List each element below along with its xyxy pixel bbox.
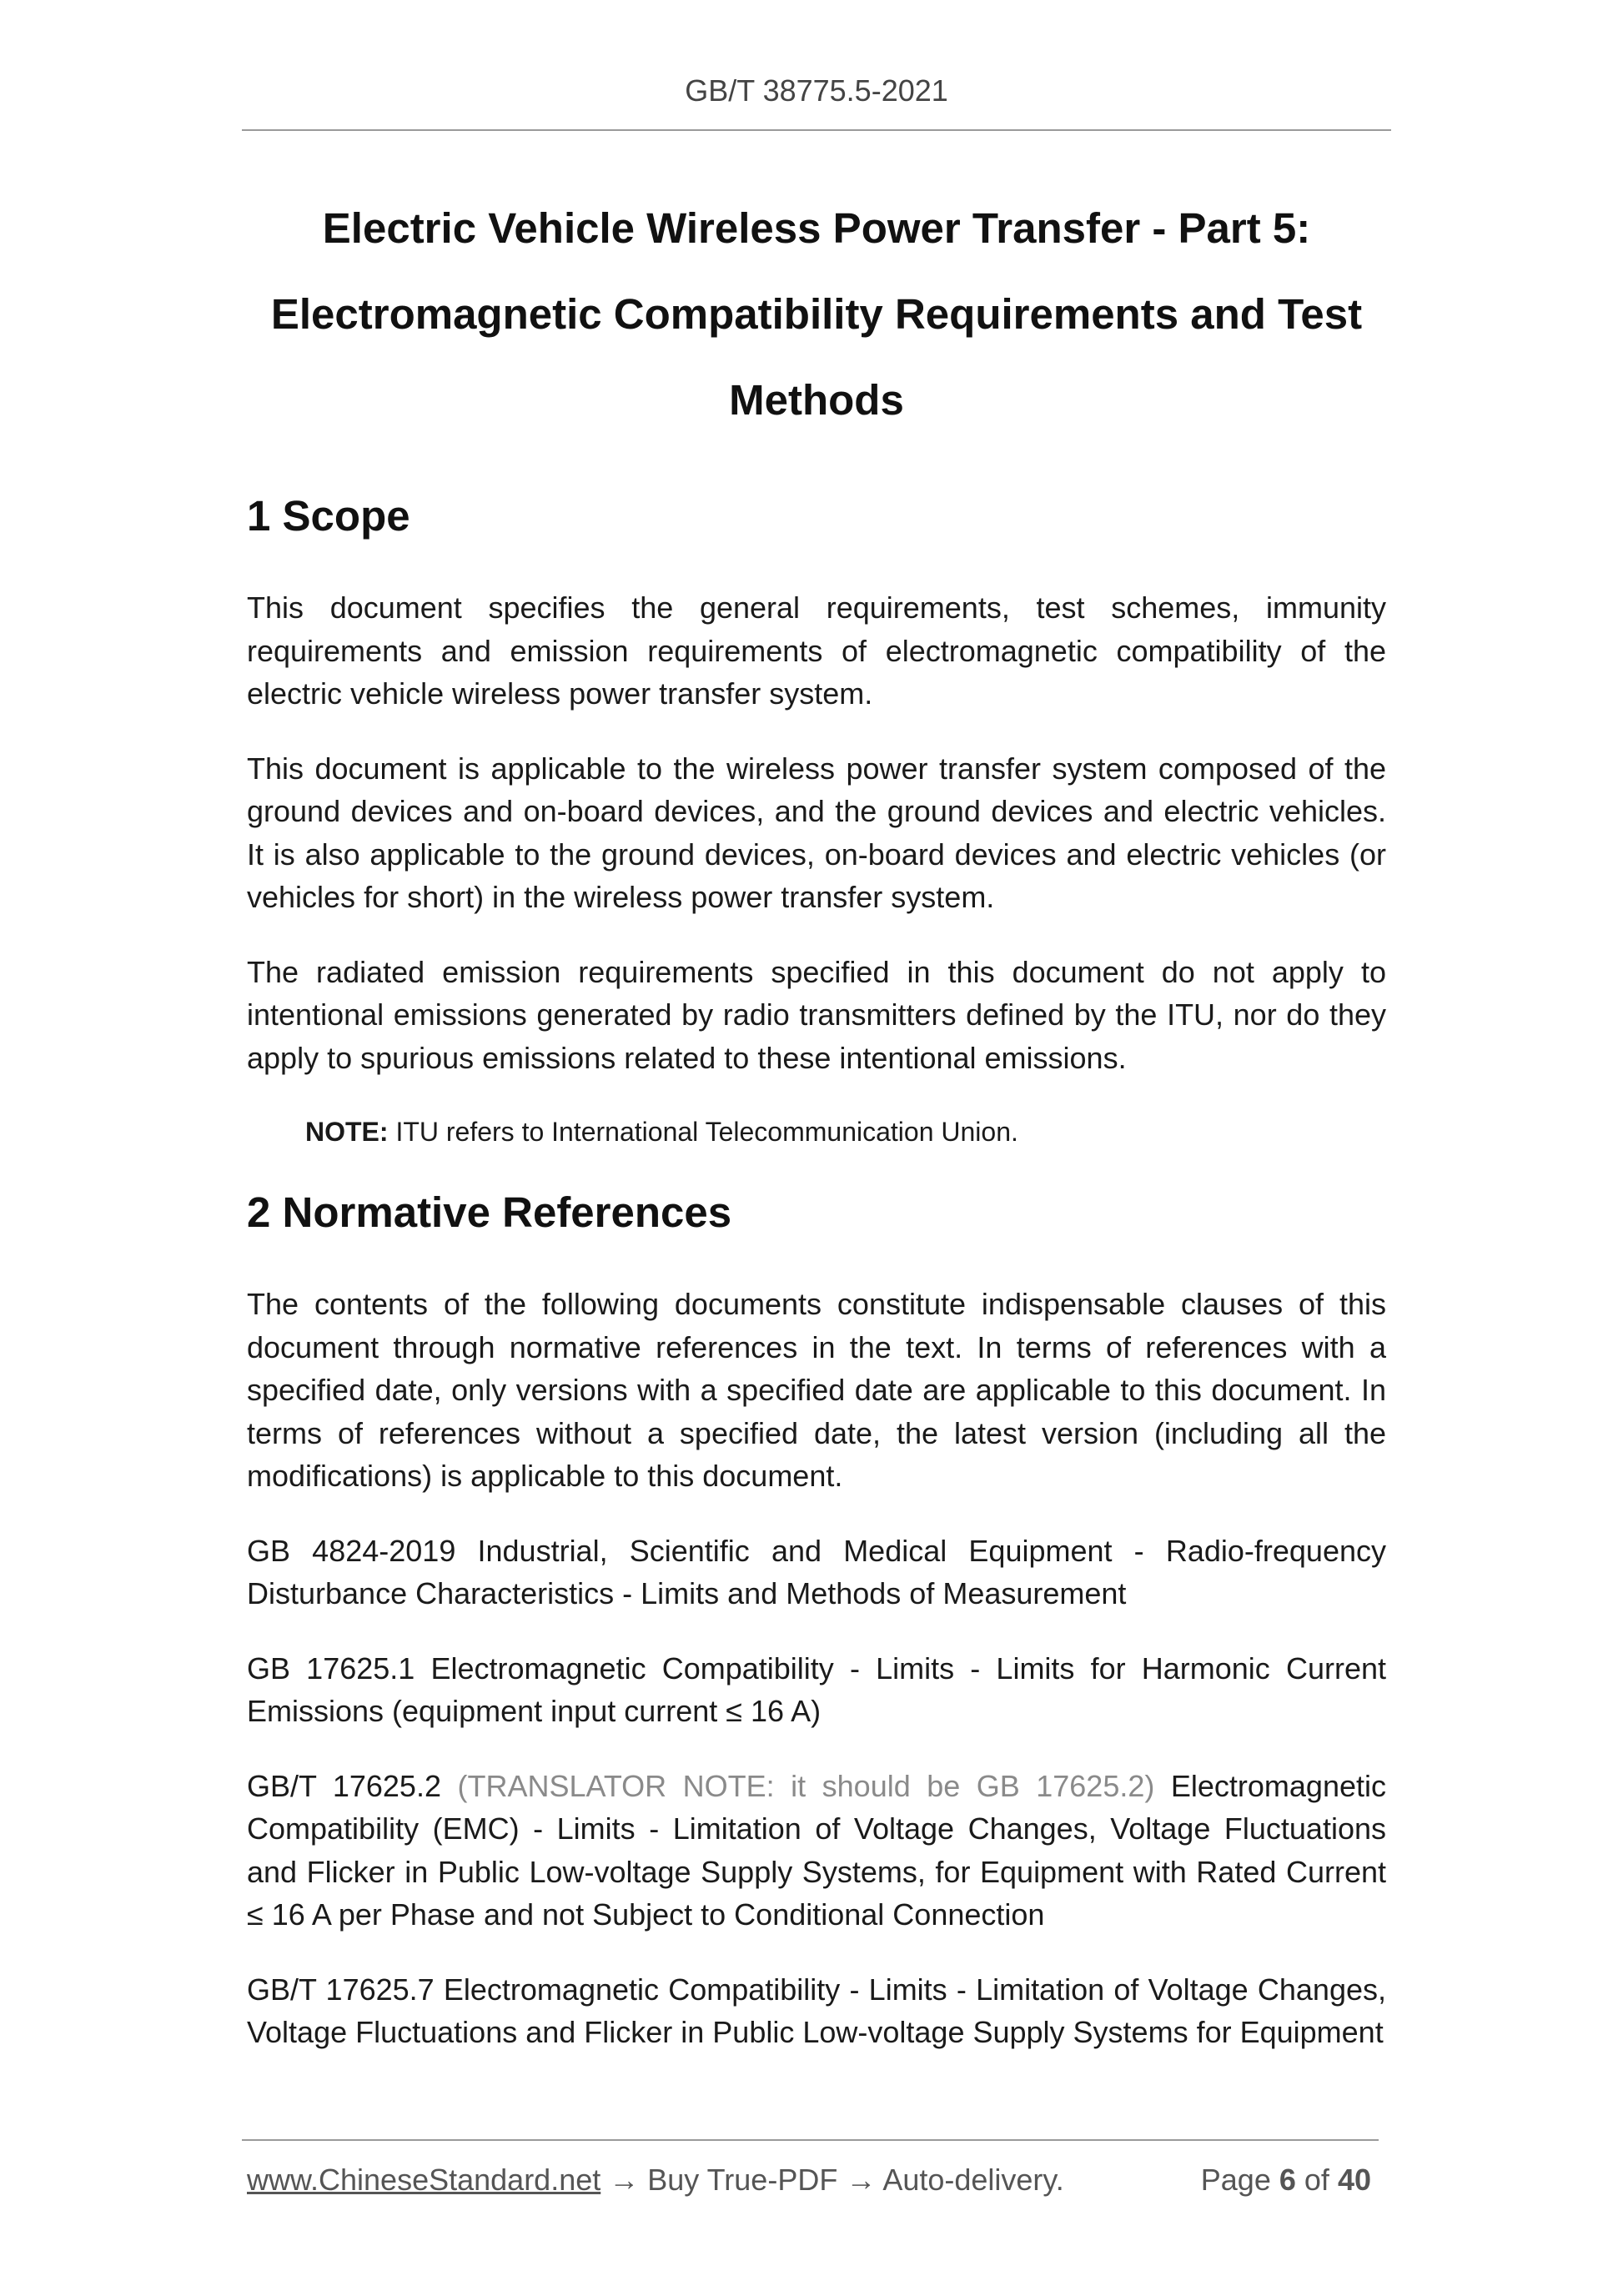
document-body [247, 185, 1386, 2054]
references-intro: The contents of the following documents constitute indispensable clauses of this document through normative references in the text. In terms of references with a specified date, only versions with a specified date are applicable to this document. In terms of references without a specified date, the latest version (including all the modifications) is applicable to this document. [247, 1287, 1386, 1493]
scope-paragraph-3: The radiated emission requirements specified in this document do not apply to intentional emissions generated by radio transmitters defined by the ITU, nor do they apply to spurious emissions related to these intentional emissions. [247, 954, 1386, 1075]
footer-divider [242, 2139, 1379, 2141]
scope-paragraph-1: This document specifies the general requirements, test schemes, immunity requirements and emission requirements of electromagnetic compatibility of the electric vehicle wireless power transfer system. [247, 590, 1386, 711]
footer-tagline: → Buy True-PDF → Auto-delivery. [600, 2163, 1064, 2197]
page-of-word: of [1304, 2163, 1329, 2197]
title-line-1: Electric Vehicle Wireless Power Transfer - Part 5: [322, 204, 1311, 252]
section-heading-references: 2 Normative References [247, 1188, 732, 1236]
page-footer [247, 2163, 1381, 2198]
section-heading-scope: 1 Scope [247, 492, 410, 540]
header-divider [242, 129, 1391, 131]
page-word: Page [1200, 2163, 1271, 2197]
document-title [247, 185, 1386, 443]
note-label: NOTE: [305, 1117, 389, 1147]
total-pages-number: 40 [1337, 2163, 1371, 2197]
reference-gb-17625-1: GB 17625.1 Electromagnetic Compatibility - Limits - Limits for Harmonic Current Emissions (equipment input current ≤ 16 A) [247, 1650, 1386, 1728]
translator-note: (TRANSLATOR NOTE: it should be GB 17625.2) [457, 1768, 1155, 1803]
current-page-number: 6 [1279, 2163, 1296, 2197]
scope-note [305, 1113, 1386, 1151]
reference-gbt-17625-2 [247, 1765, 1386, 1937]
reference-gb-4824: GB 4824-2019 Industrial, Scientific and Medical Equipment - Radio-frequency Disturbance Characteristics - Limits and Methods of Measurement [247, 1533, 1386, 1610]
website-link[interactable]: www.ChineseStandard.net [247, 2163, 601, 2197]
title-line-2: Electromagnetic Compatibility Requirements and Test [270, 290, 1363, 338]
page-indicator [1201, 2163, 1371, 2198]
scope-paragraph-2: This document is applicable to the wireless power transfer system composed of the ground devices and on-board devices, and the ground devices and electric vehicles. It is also applicable to the ground devices, on-board devices and electric vehicles (or vehicles for short) in the wireless power transfer system. [247, 751, 1386, 914]
note-text: ITU refers to International Telecommunication Union. [395, 1117, 1018, 1147]
reference-code: GB/T 17625.2 [247, 1768, 441, 1803]
reference-title: Electromagnetic Compatibility (EMC) - Limits - Limitation of Voltage Changes, Voltage Fluctuations and Flicker in Public Low-voltage Supply Systems, for Equipment with Rated Current ≤ 16 A per Phase and not Subject to Conditional Connection [247, 1768, 1386, 1932]
title-line-3: Methods [729, 376, 904, 424]
running-header: GB/T 38775.5-2021 [685, 73, 948, 108]
reference-gbt-17625-7: GB/T 17625.7 Electromagnetic Compatibility - Limits - Limitation of Voltage Changes, Voltage Fluctuations and Flicker in Public Low-voltage Supply Systems for Equipment [247, 1972, 1386, 2049]
